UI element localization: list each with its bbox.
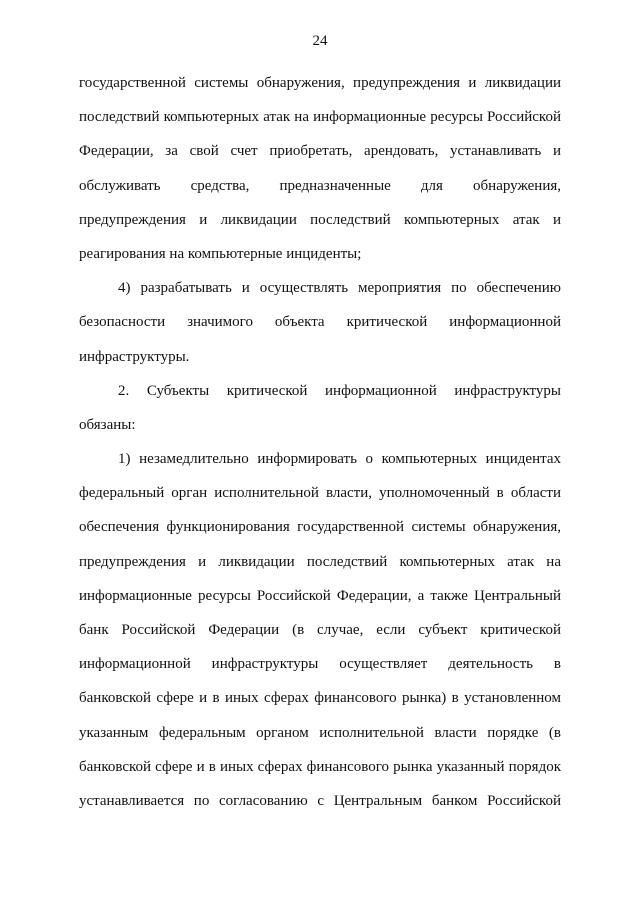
text-line: предупреждения и ликвидации последствий компьютерных атак на	[79, 553, 561, 570]
text-line: информационные ресурсы Российской Федерации, а также Центральный	[79, 587, 561, 604]
text-line: банковской сфере и в иных сферах финансового рынка) в установленном	[79, 690, 561, 707]
text-line: устанавливается по согласованию с Центральным банком Российской	[79, 792, 561, 809]
text-line: федеральный орган исполнительной власти, уполномоченный в области	[79, 485, 561, 502]
text-line: последствий компьютерных атак на информационные ресурсы Российской	[79, 109, 561, 126]
text-line: обязаны:	[79, 416, 136, 433]
page-number: 24	[312, 33, 328, 49]
text-line: обслуживать средства, предназначенные для обнаружения,	[79, 177, 561, 194]
text-line: 4) разрабатывать и осуществлять мероприятия по обеспечению	[118, 280, 561, 297]
document-text	[79, 66, 561, 818]
text-line: реагирования на компьютерные инциденты;	[79, 245, 362, 262]
text-line: обеспечения функционирования государственной системы обнаружения,	[79, 519, 561, 536]
text-line: банковской сфере и в иных сферах финансового рынка указанный порядок	[79, 758, 561, 775]
text-line: государственной системы обнаружения, предупреждения и ликвидации	[79, 75, 561, 91]
text-line: инфраструктуры.	[79, 348, 190, 365]
text-line: 1) незамедлительно информировать о компьютерных инцидентах	[118, 451, 561, 468]
text-line: предупреждения и ликвидации последствий компьютерных атак и	[79, 211, 561, 228]
text-line: Федерации, за свой счет приобретать, арендовать, устанавливать и	[79, 143, 561, 160]
text-line: 2. Субъекты критической информационной инфраструктуры	[118, 382, 561, 399]
text-line: банк Российской Федерации (в случае, если субъект критической	[79, 622, 561, 638]
text-line: безопасности значимого объекта критической информационной	[79, 314, 561, 331]
text-line: информационной инфраструктуры осуществляет деятельность в	[79, 656, 561, 673]
text-line: указанным федеральным органом исполнительной власти порядке (в	[79, 724, 561, 741]
